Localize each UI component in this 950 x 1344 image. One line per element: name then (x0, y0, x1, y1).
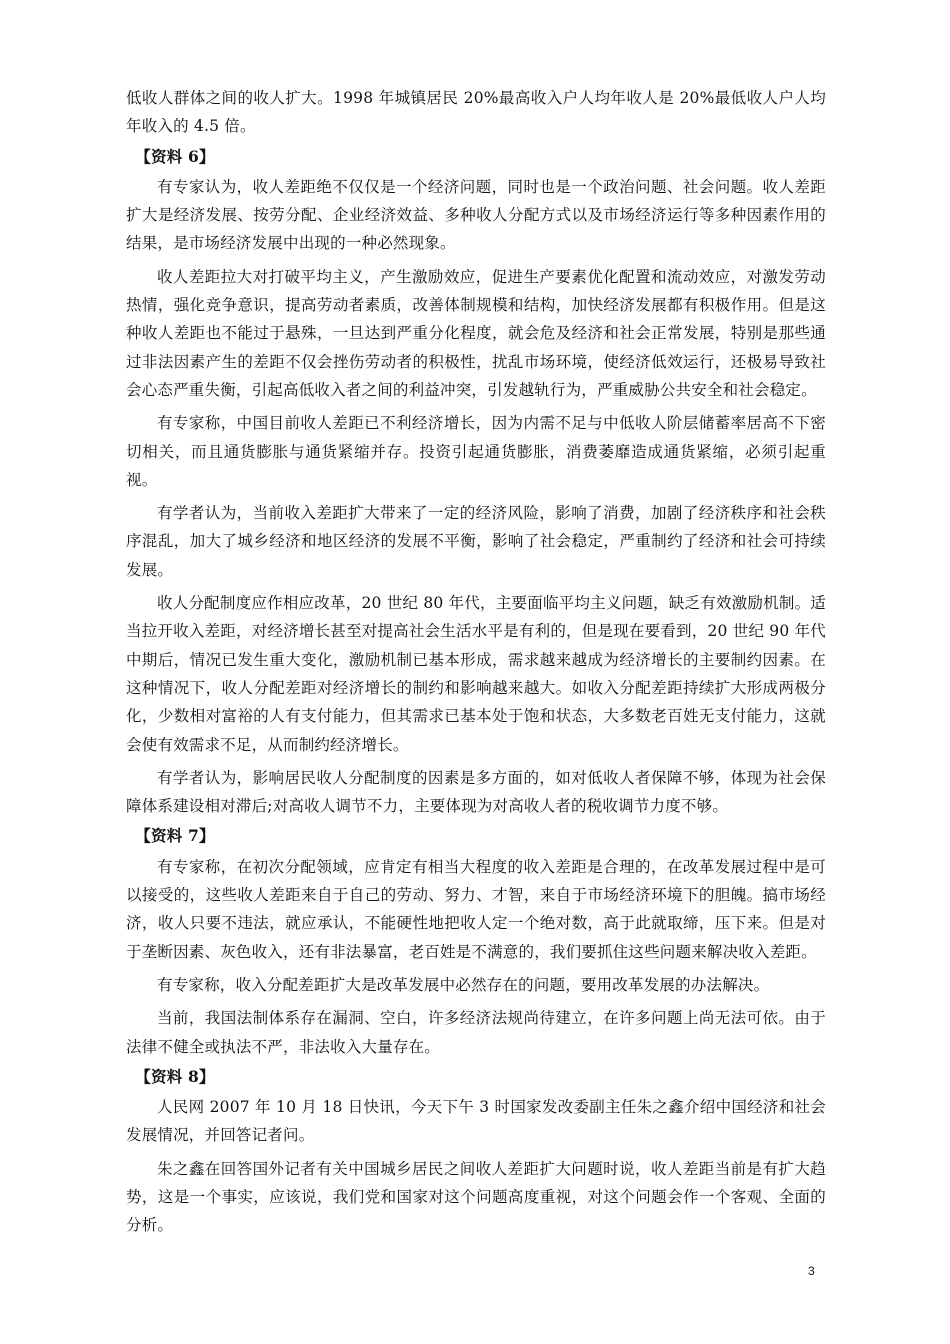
page-number: 3 (808, 1264, 815, 1278)
paragraph: 有专家称，收入分配差距扩大是改革发展中必然存在的问题，要用改革发展的办法解决。 (157, 975, 770, 994)
paragraph: 人民网 2007 年 10 月 18 日快讯，今天下午 3 时国家发改委副主任朱之鑫介绍中国经济和社会发展情况，并回答记者问。 (126, 1098, 826, 1145)
document-body (126, 84, 826, 1240)
paragraph: 有学者认为，当前收入差距扩大带来了一定的经济风险，影响了消费，加剧了经济秩序和社会秩序混乱，加大了城乡经济和地区经济的发展不平衡，影响了社会稳定，严重制约了经济和社会可持续发展。 (126, 504, 826, 579)
paragraph: 有专家称，中国目前收人差距已不利经济增长，因为内需不足与中低收人阶层储蓄率居高不下密切相关，而且通货膨胀与通货紧缩并存。投资引起通货膨胀，消费萎靡造成通货紧缩，必须引起重视。 (126, 414, 826, 489)
section-heading-material-7: 【资料 7】 (135, 826, 215, 846)
paragraph: 朱之鑫在回答国外记者有关中国城乡居民之间收人差距扩大问题时说，收人差距当前是有扩大趋势，这是一个事实，应该说，我们党和国家对这个问题高度重视，对这个问题会作一个客观、全面的分析。 (126, 1159, 826, 1235)
paragraph: 有学者认为，影响居民收人分配制度的因素是多方面的，如对低收人者保障不够，体现为社会保障体系建设相对滞后;对高收人调节不力，主要体现为对高收人者的税收调节力度不够。 (126, 768, 826, 816)
paragraph: 有专家称，在初次分配领域，应肯定有相当大程度的收入差距是合理的，在改革发展过程中是可以接受的，这些收人差距来自于自己的劳动、努力、才智，来自于市场经济环境下的胆魄。搞市场经济，收人只要不违法，就应承认，不能硬性地把收人定一个绝对数，高于此就取缔，压下来。但是对于垄断因素、灰色收入，还有非法暴富，老百姓是不满意的，我们要抓住这些问题来解决收入差距。 (126, 857, 826, 961)
paragraph: 低收人群体之间的收人扩大。1998 年城镇居民 20%最高收入户人均年收人是 20%最低收人户人均年收入的 4.5 倍。 (126, 89, 826, 136)
paragraph: 收人分配制度应作相应改革，20 世纪 80 年代，主要面临平均主义问题，缺乏有效激励机制。适当拉开收入差距，对经济增长甚至对提高社会生活水平是有利的，但是现在要看到，20 世纪 90 年代中期后，情况已发生重大变化，激励机制已基本形成，需求越来越成为经济增长的主要制约因素。在这种情况下，收人分配差距对经济增长的制约和影响越来越大。如收入分配差距持续扩大形成两极分化，少数相对富裕的人有支付能力，但其需求已基本处于饱和状态，大多数老百姓无支付能力，这就会使有效需求不足，从而制约经济增长。 (126, 594, 826, 754)
section-heading-material-6: 【资料 6】 (135, 146, 215, 166)
section-heading-material-8: 【资料 8】 (135, 1066, 215, 1086)
paragraph: 收人差距拉大对打破平均主义，产生激励效应，促进生产要素优化配置和流动效应，对激发劳动热情，强化竞争意识，提高劳动者素质，改善体制规模和结构，加快经济发展都有积极作用。但是这种收人差距也不能过于悬殊，一旦达到严重分化程度，就会危及经济和社会正常发展，特别是那些通过非法因素产生的差距不仅会挫伤劳动者的积极性，扰乱市场环境，使经济低效运行，还极易导致社会心态严重失衡，引起高低收入者之间的利益冲突，引发越轨行为，严重威胁公共安全和社会稳定。 (126, 267, 826, 399)
paragraph: 当前，我国法制体系存在漏洞、空白，许多经济法规尚待建立，在许多问题上尚无法可依。由于法律不健全或执法不严，非法收入大量存在。 (126, 1009, 826, 1056)
paragraph: 有专家认为，收人差距绝不仅仅是一个经济问题，同时也是一个政治问题、社会问题。收人差距扩大是经济发展、按劳分配、企业经济效益、多种收人分配方式以及市场经济运行等多种因素作用的结果，是市场经济发展中出现的一种必然现象。 (126, 177, 826, 253)
